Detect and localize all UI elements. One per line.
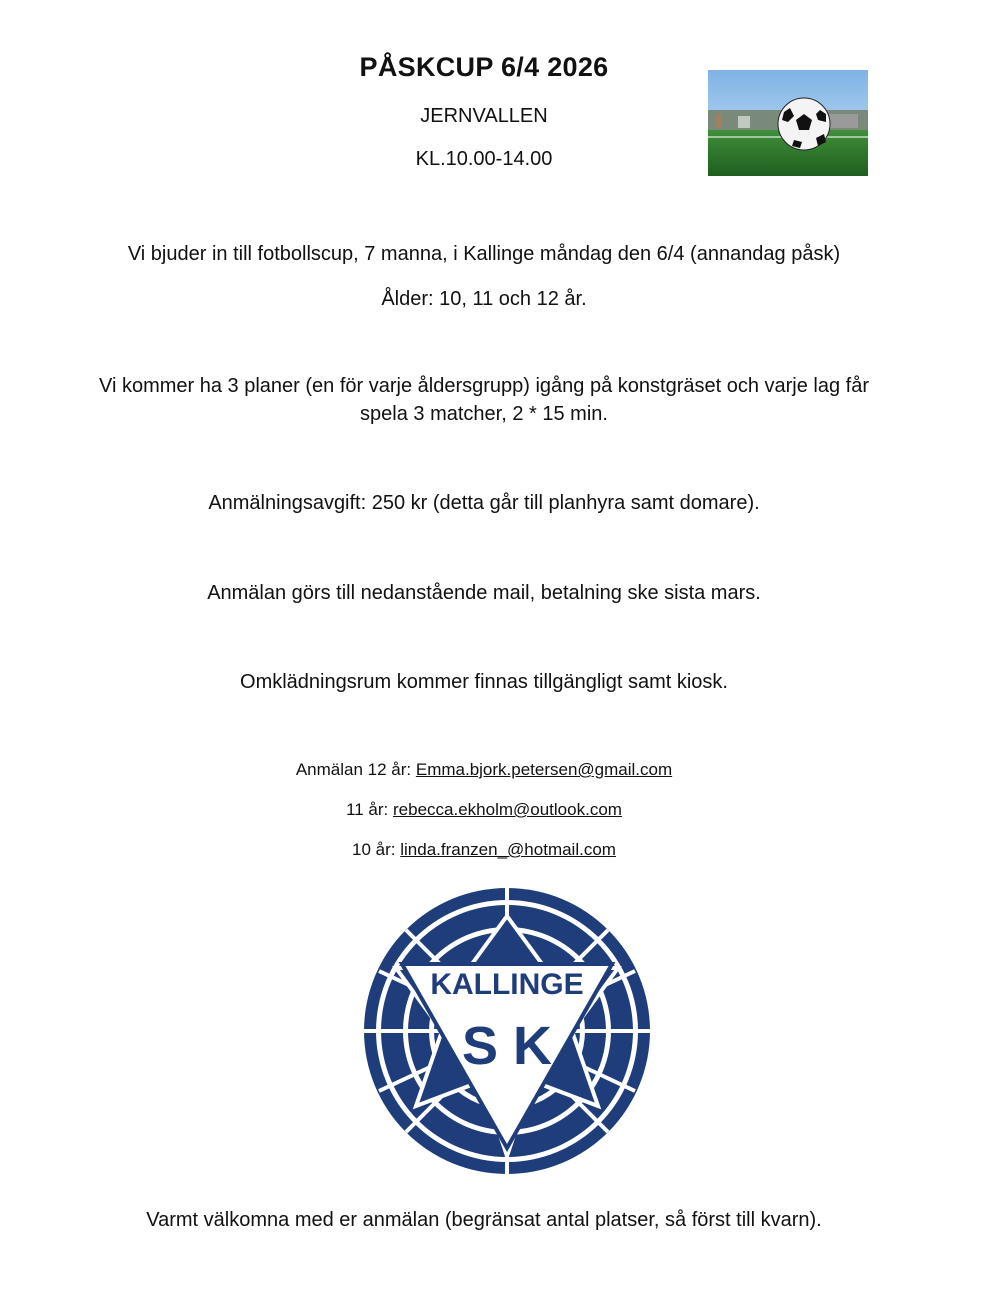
facilities-text: Omklädningsrum kommer finnas tillgängligt samt kiosk. xyxy=(240,671,728,693)
email-link[interactable]: Emma.bjork.petersen@gmail.com xyxy=(415,760,673,779)
fields-text xyxy=(0,372,968,428)
contact-label: Anmälan 12 år: xyxy=(295,760,412,779)
contact-12 xyxy=(0,760,968,780)
closing-text: Varmt välkomna med er anmälan (begränsat antal platser, så först till kvarn). xyxy=(146,1209,822,1231)
logo-club-abbr: S K xyxy=(461,1016,553,1076)
invite-text: Vi bjuder in till fotbollscup, 7 manna, i Kallinge måndag den 6/4 (annandag påsk) xyxy=(127,243,841,265)
soccer-ball-photo xyxy=(708,70,868,176)
email-link[interactable]: linda.franzen_@hotmail.com xyxy=(400,840,616,859)
ages-text: Ålder: 10, 11 och 12 år. xyxy=(381,288,587,310)
logo-club-name: KALLINGE xyxy=(430,968,584,1001)
email-link[interactable]: rebecca.ekholm@outlook.com xyxy=(393,800,622,819)
registration-text: Anmälan görs till nedanstående mail, betalning ske sista mars. xyxy=(207,582,761,604)
fields-line-1: Vi kommer ha 3 planer (en för varje åldersgrupp) igång på konstgräset och varje lag får xyxy=(98,375,870,397)
time-text: KL.10.00-14.00 xyxy=(415,148,553,170)
contact-10 xyxy=(0,840,968,860)
kallinge-sk-logo xyxy=(362,886,652,1176)
fields-line-2: spela 3 matcher, 2 * 15 min. xyxy=(360,403,608,425)
contact-11 xyxy=(0,800,968,820)
fee-text: Anmälningsavgift: 250 kr (detta går till planhyra samt domare). xyxy=(208,492,760,514)
page-title: PÅSKCUP 6/4 2026 xyxy=(359,52,609,82)
contact-label: 10 år: xyxy=(352,840,396,859)
venue-text: JERNVALLEN xyxy=(420,105,548,127)
contact-label: 11 år: xyxy=(346,800,389,819)
